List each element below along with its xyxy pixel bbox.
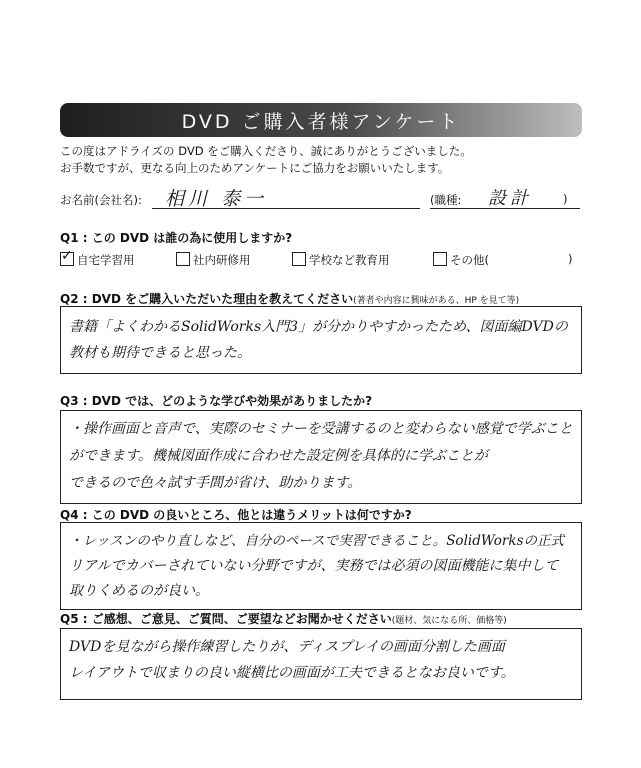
q1-option-label: 社内研修用: [193, 253, 251, 267]
q2-question-text: Q2 : DVD をご購入いただいた理由を教えてください: [60, 292, 354, 306]
q3-answer-line-2: ができます。機械図面作成に合わせた設定例を具体的に学ぶことが: [69, 448, 488, 464]
q2-answer-line-2: 教材も期待できると思った。: [69, 345, 251, 361]
survey-title-banner: [60, 103, 582, 137]
q1-option-home[interactable]: [60, 252, 135, 268]
intro-text: [60, 143, 472, 177]
name-underline: [152, 208, 420, 209]
q3-answer-line-3: できるので色々試す手間が省け、助かります。: [69, 475, 362, 491]
intro-line-1: この度はアドライズの DVD をご購入くださり、誠にありがとうございました。: [60, 144, 472, 158]
q1-option-other[interactable]: [433, 252, 489, 268]
occupation-value: 設計: [488, 188, 532, 209]
q1-other-close: ): [568, 252, 573, 266]
checkbox[interactable]: [433, 252, 447, 266]
occupation-label: (職種:: [430, 193, 462, 207]
q1-option-label: 自宅学習用: [77, 253, 135, 267]
q3-question: Q3 : DVD では、どのような学びや効果がありましたか?: [60, 394, 373, 408]
name-label: お名前(会社名):: [60, 193, 142, 207]
q4-question: Q4 : この DVD の良いところ、他とは違うメリットは何ですか?: [60, 508, 412, 522]
q5-question-text: Q5 : ご感想、ご意見、ご質問、ご要望などお聞かせください: [60, 612, 392, 626]
survey-title: DVD ご購入者様アンケート: [181, 110, 461, 133]
q1-option-label: その他(: [450, 253, 489, 267]
q2-question: [60, 290, 519, 307]
intro-line-2: お手数ですが、更なる向上のためアンケートにご協力をお願いいたします。: [60, 161, 450, 175]
q4-answer-line-3: 取りくめるのが良い。: [69, 583, 209, 599]
q5-answer-line-2: レイアウトで収まりの良い縦横比の画面が工夫できるとなお良いです。: [69, 665, 515, 681]
checkbox[interactable]: [176, 252, 190, 266]
name-value: 相川 泰一: [165, 188, 268, 210]
q5-answer-box[interactable]: [60, 628, 582, 700]
q5-answer-line-1: DVDを見ながら操作練習したりが、ディスプレイの画面分割した画面: [69, 639, 505, 655]
checkbox[interactable]: [292, 252, 306, 266]
q1-option-school[interactable]: [292, 252, 390, 268]
q4-answer-box[interactable]: [60, 522, 582, 610]
checkbox-checked[interactable]: [60, 252, 74, 266]
q2-note: (著者や内容に興味がある、HP を見て等): [353, 296, 520, 306]
q2-answer-line-1: 書籍「よくわかるSolidWorks入門3」が分かりやすかったため、図面編DVDの: [69, 319, 568, 335]
q1-option-inhouse[interactable]: [176, 252, 251, 268]
q1-option-label: 学校など教育用: [309, 253, 390, 267]
occupation-underline: [430, 208, 580, 209]
occupation-close: ): [563, 192, 568, 206]
q2-answer-box[interactable]: [60, 306, 582, 374]
q4-answer-line-1: ・レッスンのやり直しなど、自分のペースで実習できること。SolidWorksの正式: [69, 533, 564, 549]
q5-question: [60, 610, 507, 627]
q4-answer-line-2: リアルでカバーされていない分野ですが、実務では必須の図面機能に集中して: [69, 558, 559, 574]
q3-answer-line-1: ・操作画面と音声で、実際のセミナーを受講するのと変わらない感覚で学ぶこと: [69, 421, 573, 437]
q3-answer-box[interactable]: [60, 410, 582, 504]
q1-question: Q1 : この DVD は誰の為に使用しますか?: [60, 231, 293, 245]
q5-note: (題材、気になる所、価格等): [391, 616, 507, 626]
